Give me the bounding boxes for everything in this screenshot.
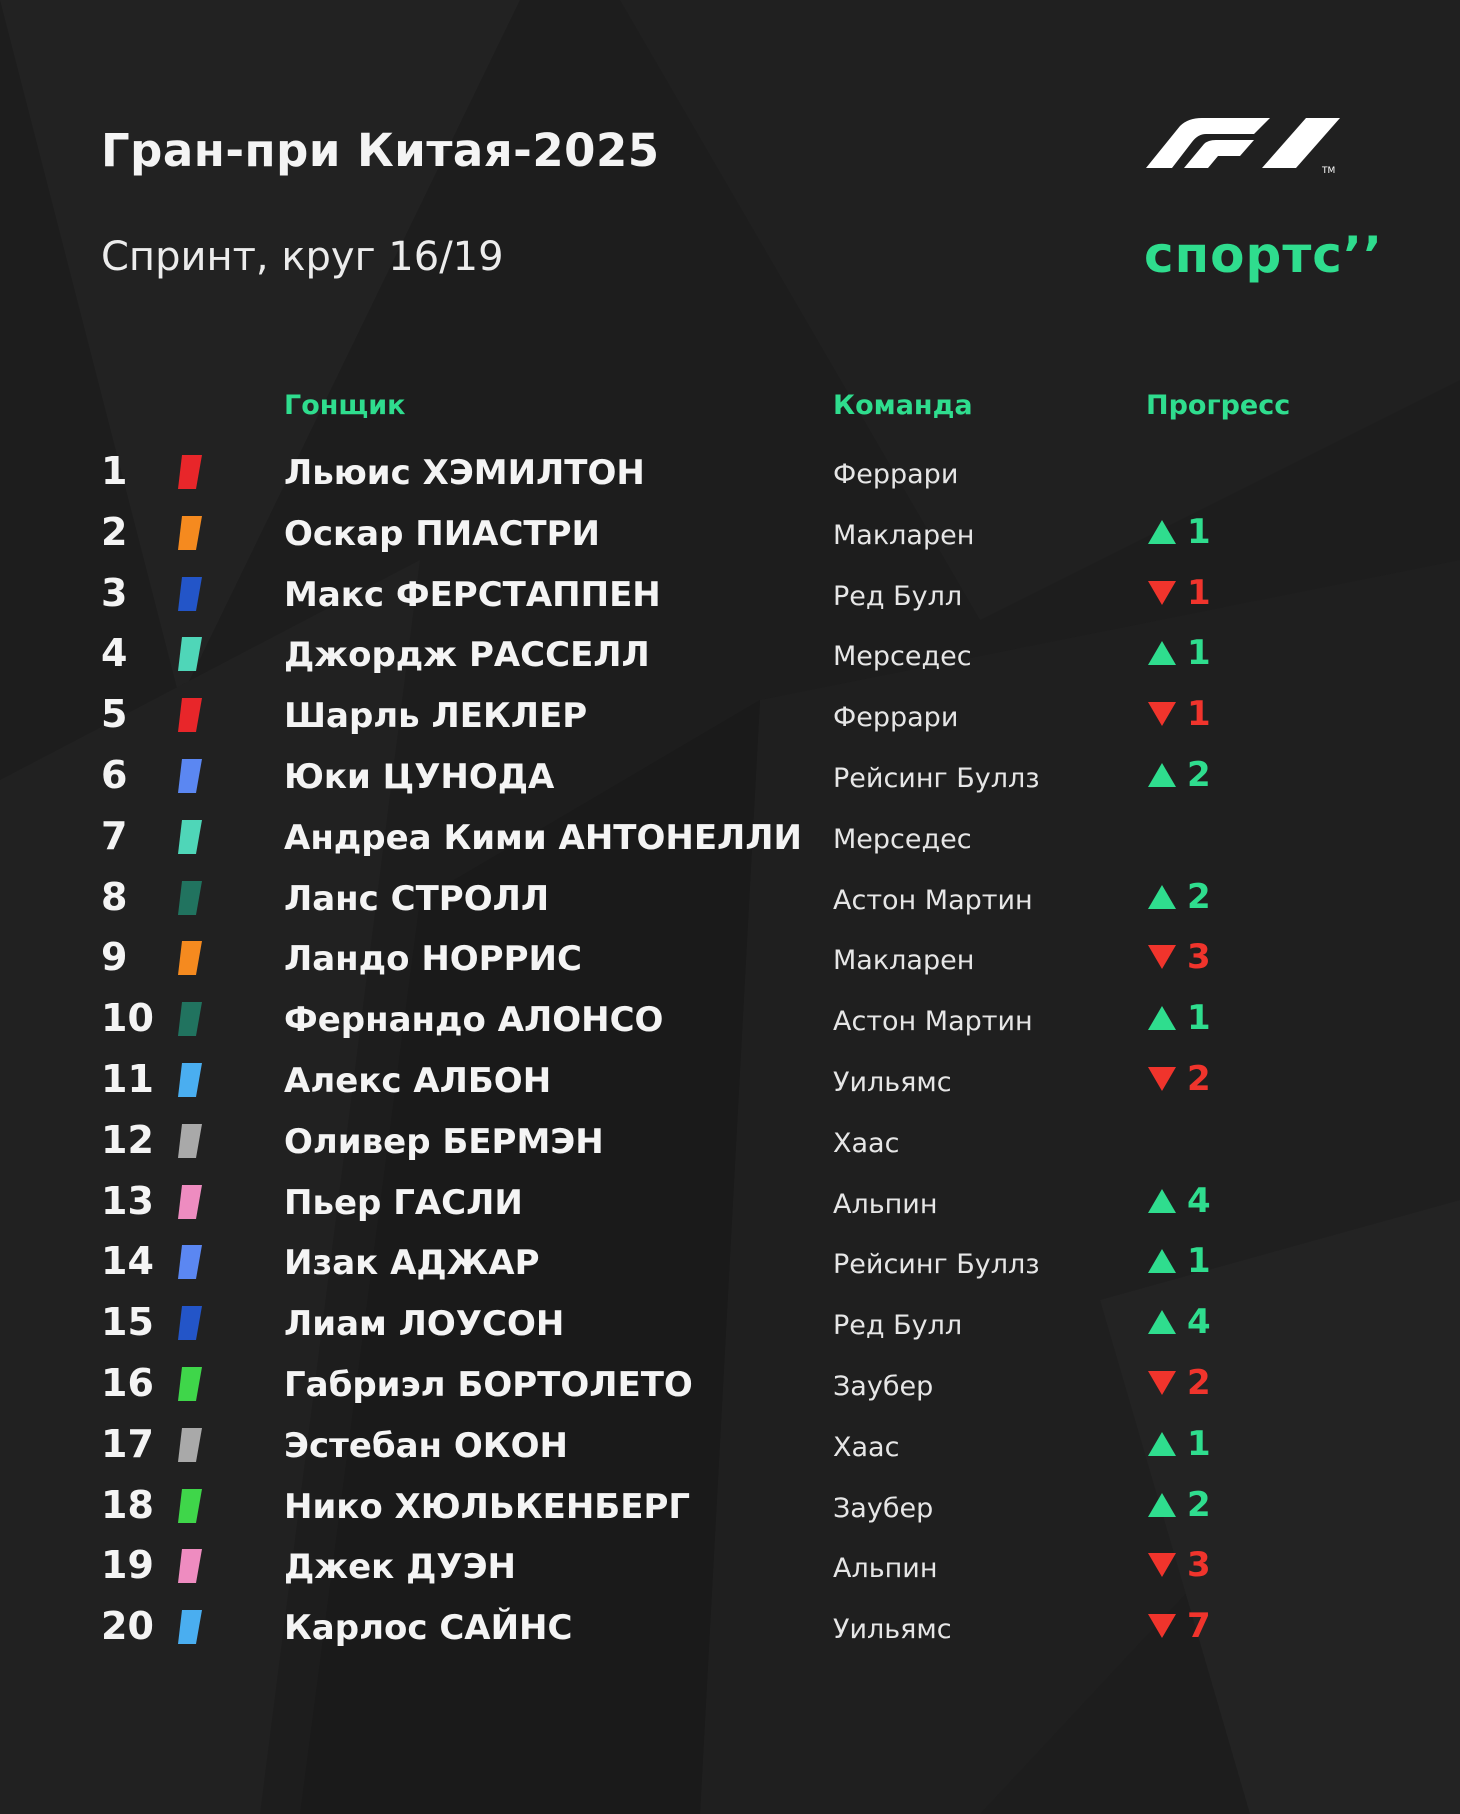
table-row <box>0 1596 1460 1657</box>
driver-name: Лиам ЛОУСОН <box>284 1304 565 1345</box>
driver-name: Джек ДУЭН <box>284 1547 516 1588</box>
team-name: Мерседес <box>833 641 972 673</box>
position-number: 13 <box>101 1178 154 1223</box>
page-subtitle: Спринт, круг 16/19 <box>101 234 504 280</box>
position-change-value: 1 <box>1187 572 1211 613</box>
table-row <box>0 1292 1460 1353</box>
page-title: Гран-при Китая-2025 <box>101 124 660 177</box>
driver-name: Пьер ГАСЛИ <box>284 1182 523 1223</box>
table-row <box>0 927 1460 988</box>
driver-name: Джордж РАССЕЛЛ <box>284 635 650 676</box>
position-change-value: 4 <box>1187 1302 1211 1343</box>
team-name: Макларен <box>833 945 975 977</box>
team-color-marker <box>176 635 204 673</box>
table-row <box>0 988 1460 1049</box>
team-color-marker <box>176 1547 204 1585</box>
team-name: Хаас <box>833 1431 900 1463</box>
team-color-marker <box>176 575 204 613</box>
position-change <box>1147 1302 1211 1342</box>
table-row <box>0 1049 1460 1110</box>
table-row <box>0 1353 1460 1414</box>
position-number: 7 <box>101 813 128 858</box>
svg-text:TM: TM <box>1322 166 1336 174</box>
team-name: Альпин <box>833 1188 938 1220</box>
team-color-marker <box>176 818 204 856</box>
position-change <box>1147 1181 1211 1221</box>
position-change-value: 1 <box>1187 511 1211 552</box>
position-change <box>1147 1241 1211 1281</box>
team-color-marker <box>176 1000 204 1038</box>
driver-name: Карлос САЙНС <box>284 1608 573 1649</box>
position-change <box>1147 633 1211 673</box>
position-change <box>1147 573 1211 613</box>
team-name: Ред Булл <box>833 580 963 612</box>
arrow-down-icon <box>1147 1552 1177 1578</box>
position-change-value: 3 <box>1187 937 1211 978</box>
driver-name: Шарль ЛЕКЛЕР <box>284 696 588 737</box>
team-color-marker <box>176 1426 204 1464</box>
team-name: Альпин <box>833 1553 938 1585</box>
arrow-down-icon <box>1147 944 1177 970</box>
driver-name: Юки ЦУНОДА <box>284 756 555 797</box>
position-change-value: 2 <box>1187 1058 1211 1099</box>
column-header-team: Команда <box>833 390 973 421</box>
arrow-up-icon <box>1147 1309 1177 1335</box>
position-number: 12 <box>101 1117 154 1162</box>
position-number: 20 <box>101 1604 154 1649</box>
column-header-driver: Гонщик <box>284 390 406 421</box>
table-row <box>0 1414 1460 1475</box>
position-change <box>1147 998 1211 1038</box>
driver-name: Эстебан ОКОН <box>284 1425 568 1466</box>
arrow-down-icon <box>1147 1370 1177 1396</box>
position-number: 15 <box>101 1300 154 1345</box>
arrow-up-icon <box>1147 1248 1177 1274</box>
table-row <box>0 563 1460 624</box>
team-color-marker <box>176 1183 204 1221</box>
arrow-up-icon <box>1147 1005 1177 1031</box>
team-color-marker <box>176 1365 204 1403</box>
position-number: 11 <box>101 1056 154 1101</box>
arrow-down-icon <box>1147 701 1177 727</box>
arrow-down-icon <box>1147 1613 1177 1639</box>
table-row <box>0 1535 1460 1596</box>
driver-name: Андреа Кими АНТОНЕЛЛИ <box>284 817 802 858</box>
team-name: Макларен <box>833 519 975 551</box>
position-number: 17 <box>101 1421 154 1466</box>
driver-name: Льюис ХЭМИЛТОН <box>284 453 645 493</box>
arrow-up-icon <box>1147 1431 1177 1457</box>
team-name: Рейсинг Буллз <box>833 1249 1040 1281</box>
team-color-marker <box>176 453 204 491</box>
position-number: 1 <box>101 449 128 493</box>
position-change-value: 1 <box>1187 694 1211 735</box>
driver-name: Нико ХЮЛЬКЕНБЕРГ <box>284 1486 691 1527</box>
position-change-value: 1 <box>1187 1241 1211 1282</box>
team-color-marker <box>176 939 204 977</box>
position-number: 9 <box>101 935 128 980</box>
arrow-up-icon <box>1147 519 1177 545</box>
team-color-marker <box>176 1608 204 1646</box>
position-change-value: 2 <box>1187 876 1211 917</box>
position-change <box>1147 1363 1211 1403</box>
column-header-progress: Прогресс <box>1146 390 1291 421</box>
driver-name: Габриэл БОРТОЛЕТО <box>284 1364 693 1405</box>
team-color-marker <box>176 1122 204 1160</box>
table-row <box>0 441 1460 502</box>
team-name: Астон Мартин <box>833 1006 1033 1038</box>
arrow-up-icon <box>1147 762 1177 788</box>
position-change <box>1147 1485 1211 1525</box>
team-color-marker <box>176 1487 204 1525</box>
position-change-value: 7 <box>1187 1606 1211 1647</box>
team-name: Рейсинг Буллз <box>833 762 1040 794</box>
team-name: Феррари <box>833 459 959 490</box>
team-name: Уильямс <box>833 1066 952 1098</box>
position-number: 5 <box>101 692 128 737</box>
position-change <box>1147 1059 1211 1099</box>
team-color-marker <box>176 879 204 917</box>
position-change-value: 1 <box>1187 633 1211 674</box>
table-row <box>0 684 1460 745</box>
team-name: Астон Мартин <box>833 884 1033 916</box>
team-name: Феррари <box>833 702 959 734</box>
table-row <box>0 1171 1460 1232</box>
position-change <box>1147 1606 1211 1646</box>
table-row <box>0 867 1460 928</box>
team-name: Хаас <box>833 1127 900 1159</box>
table-row <box>0 745 1460 806</box>
team-name: Заубер <box>833 1492 934 1524</box>
arrow-up-icon <box>1147 884 1177 910</box>
table-row <box>0 502 1460 563</box>
position-change-value: 2 <box>1187 1362 1211 1403</box>
table-row <box>0 1231 1460 1292</box>
driver-name: Макс ФЕРСТАППЕН <box>284 574 661 615</box>
team-color-marker <box>176 514 204 552</box>
position-number: 18 <box>101 1482 154 1527</box>
position-change-value: 2 <box>1187 754 1211 795</box>
position-change <box>1147 512 1211 552</box>
team-name: Ред Булл <box>833 1310 963 1342</box>
arrow-up-icon <box>1147 640 1177 666</box>
team-color-marker <box>176 757 204 795</box>
position-change-value: 1 <box>1187 998 1211 1039</box>
table-row <box>0 1110 1460 1171</box>
table-row <box>0 623 1460 684</box>
team-name: Мерседес <box>833 823 972 855</box>
arrow-down-icon <box>1147 1066 1177 1092</box>
team-name: Заубер <box>833 1370 934 1402</box>
position-change <box>1147 1545 1211 1585</box>
driver-name: Алекс АЛБОН <box>284 1060 552 1101</box>
arrow-up-icon <box>1147 1492 1177 1518</box>
team-color-marker <box>176 1243 204 1281</box>
arrow-down-icon <box>1147 580 1177 606</box>
position-number: 2 <box>101 509 128 554</box>
position-number: 3 <box>101 570 128 615</box>
position-change-value: 4 <box>1187 1180 1211 1221</box>
driver-name: Оскар ПИАСТРИ <box>284 513 600 554</box>
position-number: 4 <box>101 631 128 676</box>
position-number: 10 <box>101 996 154 1041</box>
position-number: 19 <box>101 1543 154 1588</box>
position-change <box>1147 877 1211 917</box>
position-number: 16 <box>101 1360 154 1405</box>
driver-name: Изак АДЖАР <box>284 1243 540 1284</box>
position-change-value: 1 <box>1187 1423 1211 1464</box>
team-color-marker <box>176 1304 204 1342</box>
position-change <box>1147 694 1211 734</box>
position-number: 6 <box>101 752 128 797</box>
position-change <box>1147 937 1211 977</box>
team-color-marker <box>176 1061 204 1099</box>
position-number: 8 <box>101 874 128 919</box>
position-change <box>1147 1424 1211 1464</box>
table-row <box>0 806 1460 867</box>
team-color-marker <box>176 696 204 734</box>
standings-list <box>0 441 1460 1657</box>
position-change-value: 3 <box>1187 1545 1211 1586</box>
sports-ru-logo: спортс’’ <box>1144 226 1383 284</box>
driver-name: Оливер БЕРМЭН <box>284 1121 604 1162</box>
team-name: Уильямс <box>833 1614 952 1646</box>
driver-name: Ланс СТРОЛЛ <box>284 878 550 919</box>
position-change-value: 2 <box>1187 1484 1211 1525</box>
arrow-up-icon <box>1147 1188 1177 1214</box>
driver-name: Фернандо АЛОНСО <box>284 1000 664 1041</box>
driver-name: Ландо НОРРИС <box>284 939 582 980</box>
position-change <box>1147 755 1211 795</box>
f1-logo-icon <box>1146 116 1356 174</box>
position-number: 14 <box>101 1239 154 1284</box>
table-row <box>0 1475 1460 1536</box>
